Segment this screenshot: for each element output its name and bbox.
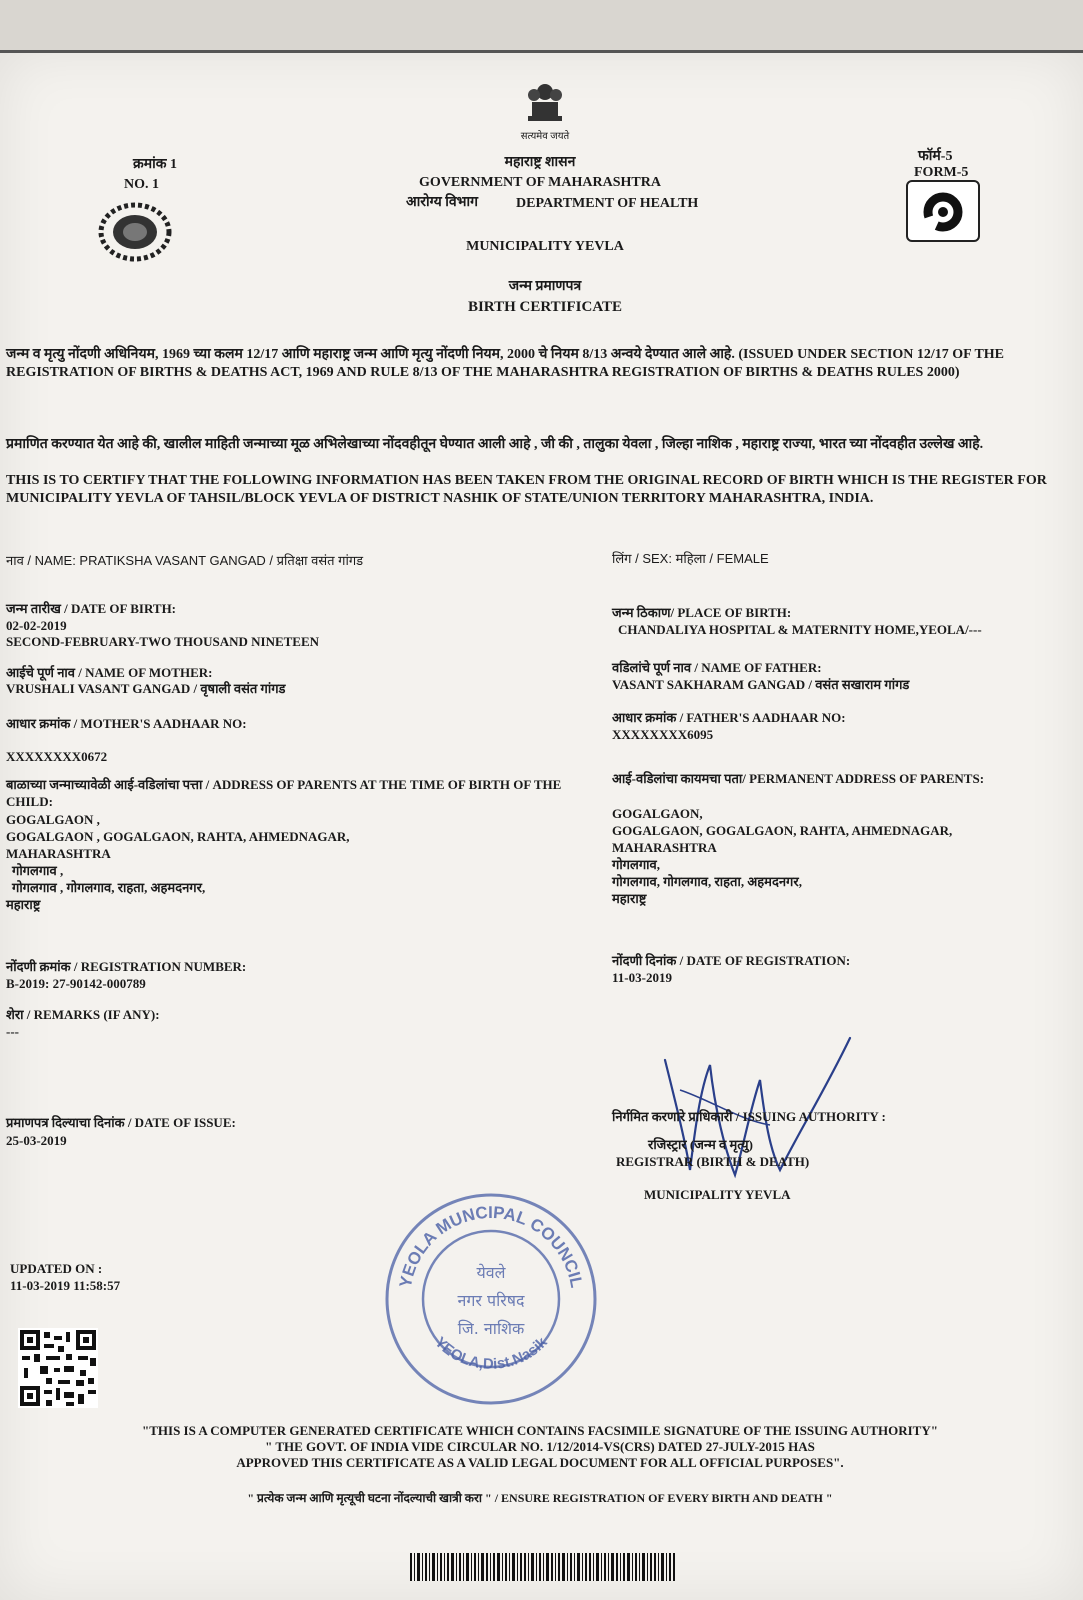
addr-birth-line: गोगलगाव , xyxy=(12,863,64,878)
emblem-caption: सत्यमेव जयते xyxy=(520,131,570,142)
father-value: VASANT SAKHARAM GANGAD / वसंत सखाराम गांगड xyxy=(612,677,910,692)
footer-line1: "THIS IS A COMPUTER GENERATED CERTIFICATE WHICH CONTAINS FACSIMILE SIGNATURE OF THE ISSUING AUTHORITY" xyxy=(142,1423,938,1438)
qr-code-icon xyxy=(18,1328,98,1408)
govt-en: GOVERNMENT OF MAHARASHTRA xyxy=(419,175,661,190)
sex-field: लिंग / SEX: महिला / FEMALE xyxy=(612,551,769,566)
top-edge xyxy=(0,50,1083,53)
dept-en: DEPARTMENT OF HEALTH xyxy=(516,196,699,211)
serial-en: NO. 1 xyxy=(124,177,159,192)
issued-under-mr: जन्म व मृत्यु नोंदणी अधिनियम, 1969 च्या कलम 12/17 आणि महाराष्ट्र जन्म आणि मृत्यु नोंदणी नियम, 2000 चे नियम 8/13 अन्वये देण्यात आले आहे. xyxy=(6,347,735,362)
mother-aadhaar-value: XXXXXXXX0672 xyxy=(6,749,108,764)
dob-label: जन्म तारीख / DATE OF BIRTH: xyxy=(6,601,177,616)
page-title: BIRTH CERTIFICATE xyxy=(467,299,623,315)
stamp-ring-bottom: YEOLA,Dist.Nasik xyxy=(431,1333,551,1373)
certificate-sheet xyxy=(0,50,1083,1600)
health-seal-icon xyxy=(98,202,172,262)
addr-birth-line: GOGALGAON , GOGALGAON, RAHTA, AHMEDNAGAR, xyxy=(6,829,350,844)
form-en: FORM-5 xyxy=(914,165,969,180)
footer-slogan: " प्रत्येक जन्म आणि मृत्यूची घटना नोंदल्याची खात्री करा " / ENSURE REGISTRATION OF EVERY BIRTH AND DEATH " xyxy=(247,1491,833,1505)
certify-en: THIS IS TO CERTIFY THAT THE FOLLOWING INFORMATION HAS BEEN TAKEN FROM THE ORIGINAL RECORD OF BIRTH WHICH IS THE REGISTER FOR MUNICIPALITY YEVLA OF TAHSIL/BLOCK YEVLA OF DISTRICT NASHIK OF STATE/UNION TERRITORY MAHARASHTRA, INDIA. xyxy=(6,473,1047,506)
reg-date-value: 11-03-2019 xyxy=(612,970,672,985)
addr-perm-line: गोगलगाव, गोगलगाव, राहता, अहमदनगर, xyxy=(612,874,802,889)
father-aadhaar-value: XXXXXXXX6095 xyxy=(612,727,714,742)
dob-words: SECOND-FEBRUARY-TWO THOUSAND NINETEEN xyxy=(6,634,320,649)
name-field: नाव / NAME: PRATIKSHA VASANT GANGAD / प्रतिक्षा वसंत गांगड xyxy=(6,553,364,568)
govt-mr: महाराष्ट्र शासन xyxy=(504,155,576,170)
addr-perm-line: गोगलगाव, xyxy=(612,857,660,872)
certify-mr: प्रमाणित करण्यात येत आहे की, खालील माहिती जन्माच्या मूळ अभिलेखाच्या नोंदवहीतून घेण्यात आली आहे , जी की , तालुका येवला , जिल्हा नाशिक , महाराष्ट्र राज्या, भारत च्या नोंदवहीत उल्लेख आहे. xyxy=(6,437,984,452)
crs-logo-icon xyxy=(906,180,980,242)
authority-municipality: MUNICIPALITY YEVLA xyxy=(644,1187,791,1202)
addr-perm-label: आई-वडिलांचा कायमचा पता/ PERMANENT ADDRESS OF PARENTS: xyxy=(612,771,985,786)
registrar-mr: रजिस्ट्रार (जन्म व मृत्यु) xyxy=(648,1137,753,1152)
municipality-heading: MUNICIPALITY YEVLA xyxy=(466,239,624,254)
updated-value: 11-03-2019 11:58:57 xyxy=(10,1278,121,1293)
remarks-label: शेरा / REMARKS (IF ANY): xyxy=(6,1007,160,1022)
form-mr: फॉर्म-5 xyxy=(918,149,953,164)
footer-line2: " THE GOVT. OF INDIA VIDE CIRCULAR NO. 1/12/2014-VS(CRS) DATED 27-JULY-2015 HAS xyxy=(265,1439,815,1454)
issued-under-text xyxy=(6,346,1076,382)
father-label: वडिलांचे पूर्ण नाव / NAME OF FATHER: xyxy=(612,660,822,675)
serial-mr: क्रमांक 1 xyxy=(133,157,178,172)
issue-value: 25-03-2019 xyxy=(6,1133,67,1148)
stamp-center-3: जि. नाशिक xyxy=(457,1319,525,1338)
addr-birth-lines xyxy=(6,811,566,913)
authority-label: निर्गमित करणारे प्राधिकारी / ISSUING AUTHORITY : xyxy=(612,1109,886,1124)
dept-mr: आरोग्य विभाग xyxy=(406,195,478,210)
barcode-icon xyxy=(410,1553,675,1581)
addr-birth-line: गोगलगाव , गोगलगाव, राहता, अहमदनगर, xyxy=(12,880,206,895)
stamp-center-1: येवले xyxy=(476,1263,506,1282)
updated-label: UPDATED ON : xyxy=(10,1261,103,1276)
registrar-en: REGISTRAR (BIRTH & DEATH) xyxy=(616,1154,810,1169)
reg-date-label: नोंदणी दिनांक / DATE OF REGISTRATION: xyxy=(612,953,851,968)
footer-line3: APPROVED THIS CERTIFICATE AS A VALID LEGAL DOCUMENT FOR ALL OFFICIAL PURPOSES". xyxy=(236,1455,844,1470)
stamp-center-2: नगर परिषद xyxy=(457,1291,525,1310)
addr-birth-line: महाराष्ट्र xyxy=(6,897,41,912)
remarks-value: --- xyxy=(6,1024,19,1039)
addr-birth-label: बाळाच्या जन्माच्यावेळी आई-वडिलांचा पत्ता / ADDRESS OF PARENTS AT THE TIME OF BIRTH OF THE CHILD: xyxy=(6,777,562,809)
addr-perm-lines xyxy=(612,805,1072,907)
issued-under-en: (ISSUED UNDER SECTION 12/17 OF THE REGISTRATION OF BIRTHS & DEATHS ACT, 1969 AND RULE 8/13 OF THE MAHARASHTRA REGISTRATION OF BIRTHS & DEATHS RULES 2000) xyxy=(6,347,1005,380)
addr-perm-line: GOGALGAON, GOGALGAON, RAHTA, AHMEDNAGAR, xyxy=(612,823,953,838)
title-mr: जन्म प्रमाणपत्र xyxy=(508,279,582,294)
council-stamp-image xyxy=(380,1188,602,1410)
reg-no-label: नोंदणी क्रमांक / REGISTRATION NUMBER: xyxy=(6,959,247,974)
addr-perm-line: MAHARASHTRA xyxy=(612,840,717,855)
father-aadhaar-label: आधार क्रमांक / FATHER'S AADHAAR NO: xyxy=(612,710,846,725)
mother-label: आईचे पूर्ण नाव / NAME OF MOTHER: xyxy=(6,665,213,680)
dob-value: 02-02-2019 xyxy=(6,618,67,633)
pob-label: जन्म ठिकाण/ PLACE OF BIRTH: xyxy=(612,605,792,620)
pob-value: CHANDALIYA HOSPITAL & MATERNITY HOME,YEOLA/--- xyxy=(618,622,982,637)
reg-no-value: B-2019: 27-90142-000789 xyxy=(6,976,146,991)
addr-perm-line: GOGALGAON, xyxy=(612,806,703,821)
svg-text:YEOLA,Dist.Nasik xyxy=(431,1333,551,1373)
mother-value: VRUSHALI VASANT GANGAD / वृषाली वसंत गांगड xyxy=(6,681,286,696)
addr-birth-line: GOGALGAON , xyxy=(6,812,100,827)
addr-perm-line: महाराष्ट्र xyxy=(612,891,647,906)
issue-label: प्रमाणपत्र दिल्याचा दिनांक / DATE OF ISSUE: xyxy=(6,1115,236,1130)
mother-aadhaar-label: आधार क्रमांक / MOTHER'S AADHAAR NO: xyxy=(6,716,247,731)
stamp-ring-top: YEOLA MUNCIPAL COUNCIL xyxy=(395,1202,587,1290)
addr-birth-line: MAHARASHTRA xyxy=(6,846,111,861)
